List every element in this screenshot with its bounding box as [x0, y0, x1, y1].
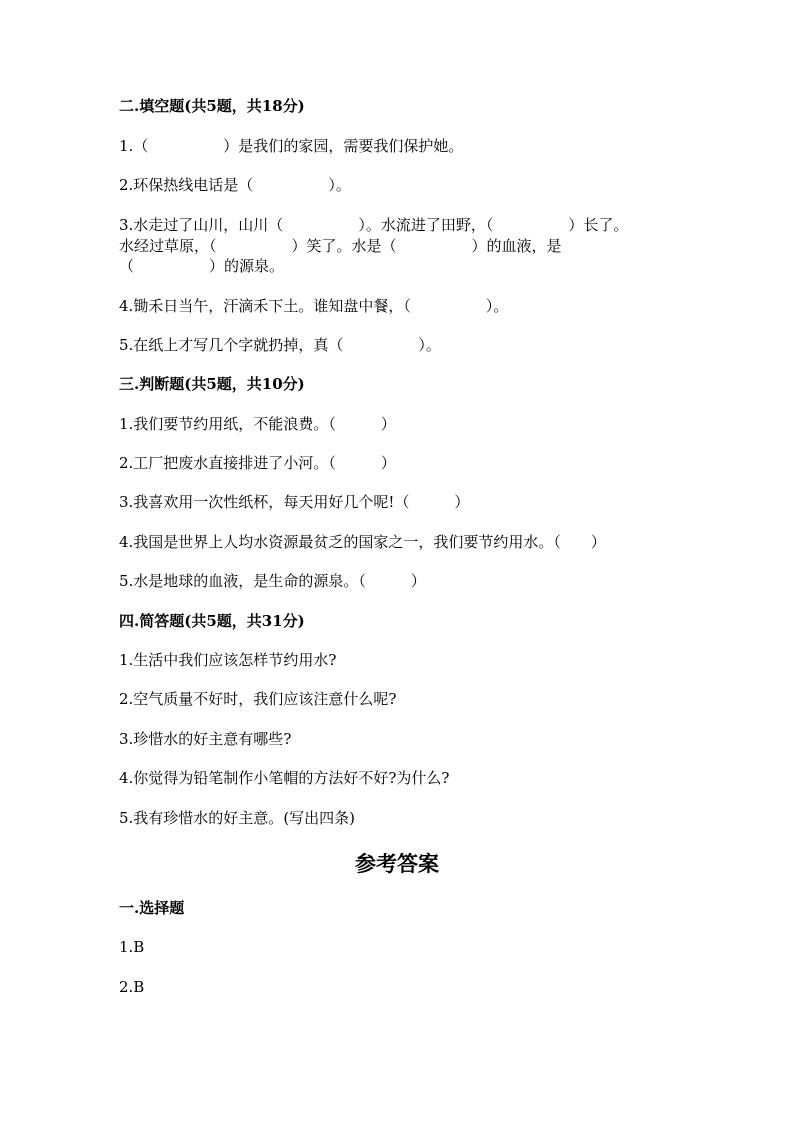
section-heading-judge: 三.判断题(共5题，共10分) [119, 375, 305, 393]
question-judge-3: 3.我喜欢用一次性纸杯，每天用好几个呢!（ ） [119, 493, 470, 511]
question-short-5: 5.我有珍惜水的好主意。(写出四条) [119, 809, 356, 827]
question-short-2: 2.空气质量不好时，我们应该注意什么呢? [119, 690, 397, 708]
question-judge-2: 2.工厂把废水直接排进了小河。（ ） [119, 454, 396, 472]
section-heading-fill: 二.填空题(共5题，共18分) [119, 97, 305, 115]
question-fill-1: 1.（ ）是我们的家园，需要我们保护她。 [119, 137, 464, 155]
question-fill-2: 2.环保热线电话是（ ）。 [119, 176, 351, 194]
answers-heading: 一.选择题 [119, 899, 185, 917]
question-fill-3-line1: 3.水走过了山川，山川（ ）。水流进了田野，（ ）长了。 [119, 216, 629, 234]
question-judge-1: 1.我们要节约用纸，不能浪费。（ ） [119, 415, 396, 433]
answer-1: 1.B [119, 938, 145, 956]
question-fill-4: 4.锄禾日当午，汗滴禾下土。谁知盘中餐，（ ）。 [119, 297, 509, 315]
question-fill-3-line3: （ ）的源泉。 [119, 257, 285, 275]
question-fill-5: 5.在纸上才写几个字就扔掉，真（ ）。 [119, 336, 441, 354]
answer-2: 2.B [119, 978, 145, 996]
question-short-4: 4.你觉得为铅笔制作小笔帽的方法好不好?为什么? [119, 769, 450, 787]
question-short-3: 3.珍惜水的好主意有哪些? [119, 730, 292, 748]
question-judge-4: 4.我国是世界上人均水资源最贫乏的国家之一，我们要节约用水。（ ） [119, 533, 606, 551]
question-fill-3-line2: 水经过草原，（ ）笑了。水是（ ）的血液，是 [119, 237, 562, 255]
answers-title: 参考答案 [355, 851, 439, 876]
question-short-1: 1.生活中我们应该怎样节约用水? [119, 651, 337, 669]
section-heading-short: 四.简答题(共5题，共31分) [119, 612, 305, 630]
question-judge-5: 5.水是地球的血液，是生命的源泉。（ ） [119, 572, 426, 590]
